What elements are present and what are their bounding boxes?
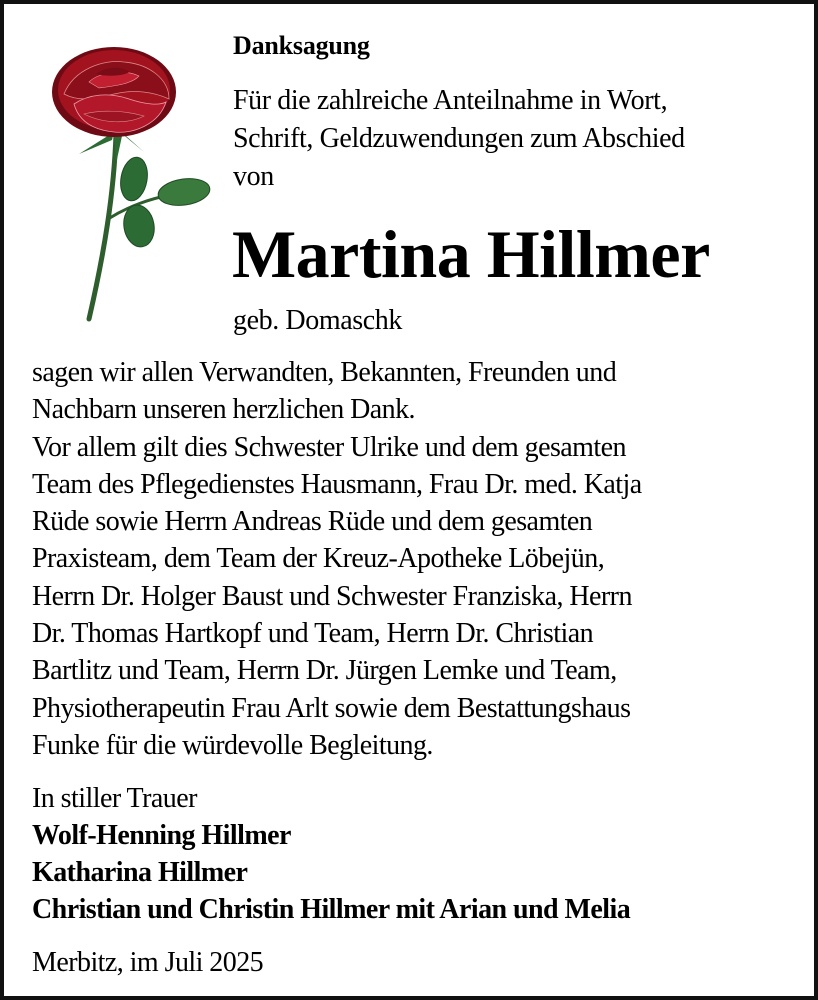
body-line: sagen wir allen Verwandten, Bekannten, Freunden und	[32, 357, 617, 388]
body-line: Nachbarn unseren herzlichen Dank.	[32, 394, 415, 426]
body-line: Vor allem gilt dies Schwester Ulrike und dem gesamten	[32, 431, 626, 463]
body-line: Dr. Thomas Hartkopf und Team, Herrn Dr. Christian	[32, 618, 594, 650]
intro-line: Für die zahlreiche Anteilnahme in Wort,	[233, 85, 668, 116]
intro-text	[233, 82, 685, 196]
mourner-name: Wolf-Henning Hillmer	[32, 820, 291, 851]
body-line: Bartlitz und Team, Herrn Dr. Jürgen Lemke und Team,	[32, 655, 617, 687]
place-date: Merbitz, im Juli 2025	[32, 947, 264, 978]
body-line: Herrn Dr. Holger Baust und Schwester Franziska, Herrn	[32, 580, 632, 612]
mourner-name: Katharina Hillmer	[32, 857, 248, 888]
deceased-name: Martina Hillmer	[232, 216, 710, 292]
mourner-name: Christian und Christin Hillmer mit Arian und Melia	[32, 894, 631, 925]
mourning-phrase: In stiller Trauer	[32, 783, 197, 814]
body-line: Rüde sowie Herrn Andreas Rüde und dem gesamten	[32, 506, 593, 538]
body-line: Team des Pflegedienstes Hausmann, Frau Dr. med. Katja	[32, 468, 642, 500]
intro-line: Schrift, Geldzuwendungen zum Abschied	[233, 123, 685, 154]
body-line: Funke für die würdevolle Begleitung.	[32, 729, 433, 761]
intro-line: von	[233, 161, 274, 192]
birth-name: geb. Domaschk	[233, 305, 402, 336]
rose-icon	[34, 44, 214, 324]
thanks-body	[32, 354, 642, 764]
notice-heading: Danksagung	[233, 31, 370, 60]
mourners-block	[32, 780, 630, 928]
body-line: Physiotherapeutin Frau Arlt sowie dem Bestattungshaus	[32, 692, 631, 724]
body-line: Praxisteam, dem Team der Kreuz-Apotheke Löbejün,	[32, 543, 605, 575]
